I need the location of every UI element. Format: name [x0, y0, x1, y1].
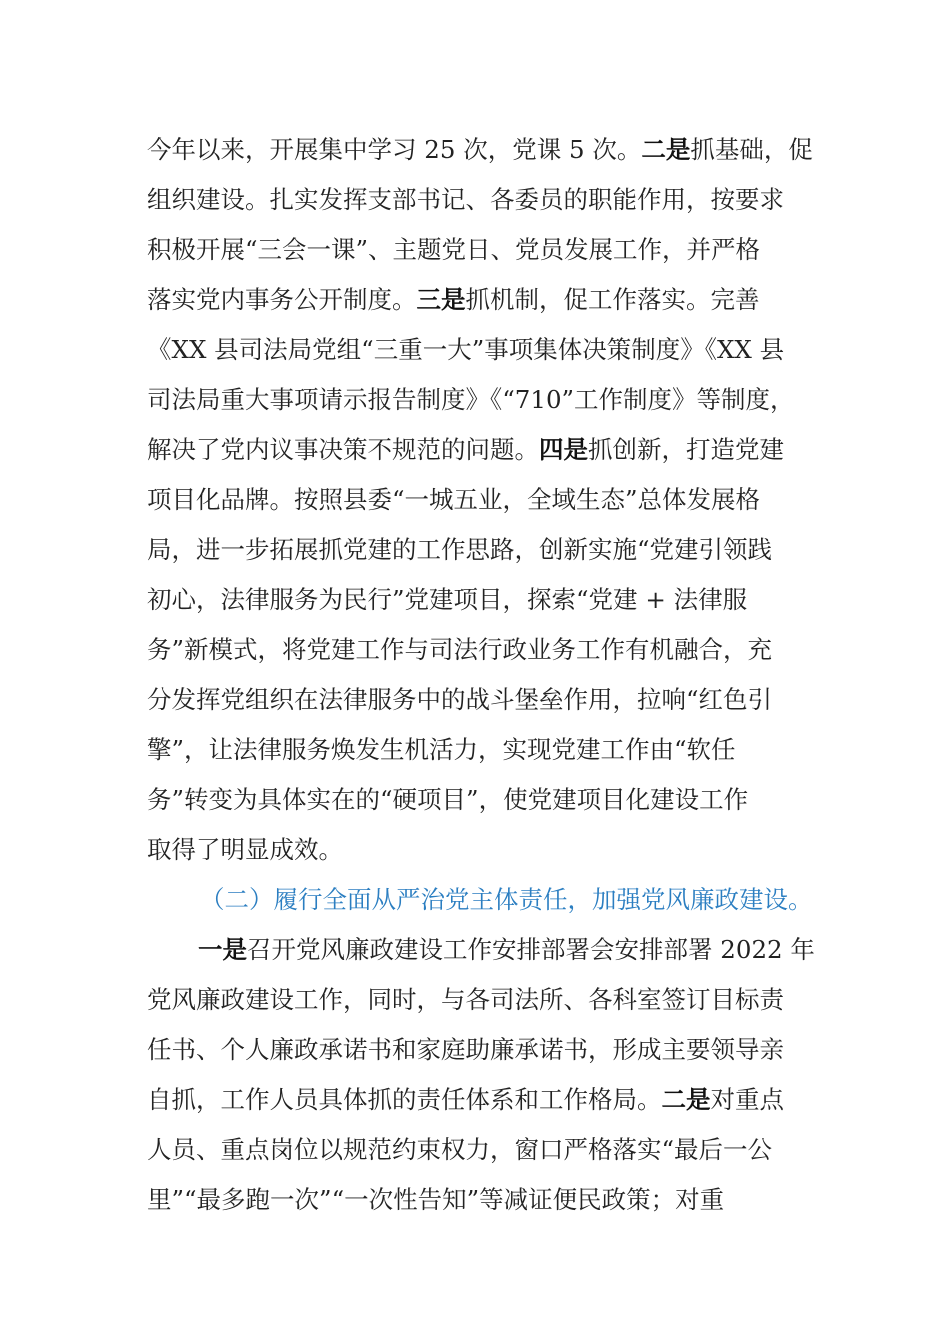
bold-marker: 二是 [661, 1085, 711, 1114]
text-span: 对重点 [710, 1085, 784, 1114]
bold-marker: 四是 [539, 435, 588, 464]
body-text-line [147, 125, 827, 175]
text-span: 召开党风廉政建设工作安排部署会安排部署 2022 年 [247, 935, 815, 964]
body-text-line: 里”“最多跑一次”“一次性告知”等减证便民政策；对重 [147, 1185, 725, 1214]
bold-marker: 一是 [198, 935, 247, 964]
body-text-line: 任书、个人廉政承诺书和家庭助廉承诺书，形成主要领导亲 [147, 1035, 784, 1064]
text-span: 抓机制，促工作落实。完善 [465, 285, 760, 314]
body-text-line: 项目化品牌。按照县委“一城五业，全域生态”总体发展格 [147, 485, 761, 514]
body-text-line: 党风廉政建设工作，同时，与各司法所、各科室签订目标责 [147, 985, 784, 1014]
text-span: 今年以来，开展集中学习 25 次，党课 5 次。 [147, 135, 642, 164]
text-span: 抓基础，促 [690, 135, 813, 164]
body-text-line [198, 925, 878, 975]
section-heading: （二）履行全面从严治党主体责任，加强党风廉政建设。 [200, 885, 813, 914]
text-span: 抓创新，打造党建 [588, 435, 784, 464]
body-text-line: 擎”，让法律服务焕发生机活力，实现党建工作由“软任 [147, 735, 736, 764]
body-text-line: 局，进一步拓展抓党建的工作思路，创新实施“党建引领践 [147, 535, 773, 564]
body-text-line [147, 275, 827, 325]
body-text-line: 务”转变为具体实在的“硬项目”，使党建项目化建设工作 [147, 785, 749, 814]
body-text-line: 人员、重点岗位以规范约束权力，窗口严格落实“最后一公 [147, 1135, 773, 1164]
body-text-line: 司法局重大事项请示报告制度》《“710”工作制度》等制度， [147, 385, 795, 414]
body-text-line: 分发挥党组织在法律服务中的战斗堡垒作用，拉响“红色引 [147, 685, 773, 714]
text-span: 自抓，工作人员具体抓的责任体系和工作格局。 [147, 1085, 662, 1114]
text-span: 落实党内事务公开制度。 [147, 285, 417, 314]
body-text-line: 初心，法律服务为民行”党建项目，探索“党建 + 法律服 [147, 585, 748, 614]
body-text-line [147, 425, 827, 475]
text-span: 解决了党内议事决策不规范的问题。 [147, 435, 539, 464]
body-text-line: 务”新模式，将党建工作与司法行政业务工作有机融合，充 [147, 635, 773, 664]
bold-marker: 三是 [416, 285, 466, 314]
body-text-line: 组织建设。扎实发挥支部书记、各委员的职能作用，按要求 [147, 185, 784, 214]
body-text-line [147, 1075, 827, 1125]
body-text-line: 《XX 县司法局党组“三重一大”事项集体决策制度》《XX 县 [147, 335, 785, 364]
body-text-line: 取得了明显成效。 [147, 835, 343, 864]
body-text-line: 积极开展“三会一课”、主题党日、党员发展工作，并严格 [147, 235, 761, 264]
bold-marker: 二是 [641, 135, 691, 164]
